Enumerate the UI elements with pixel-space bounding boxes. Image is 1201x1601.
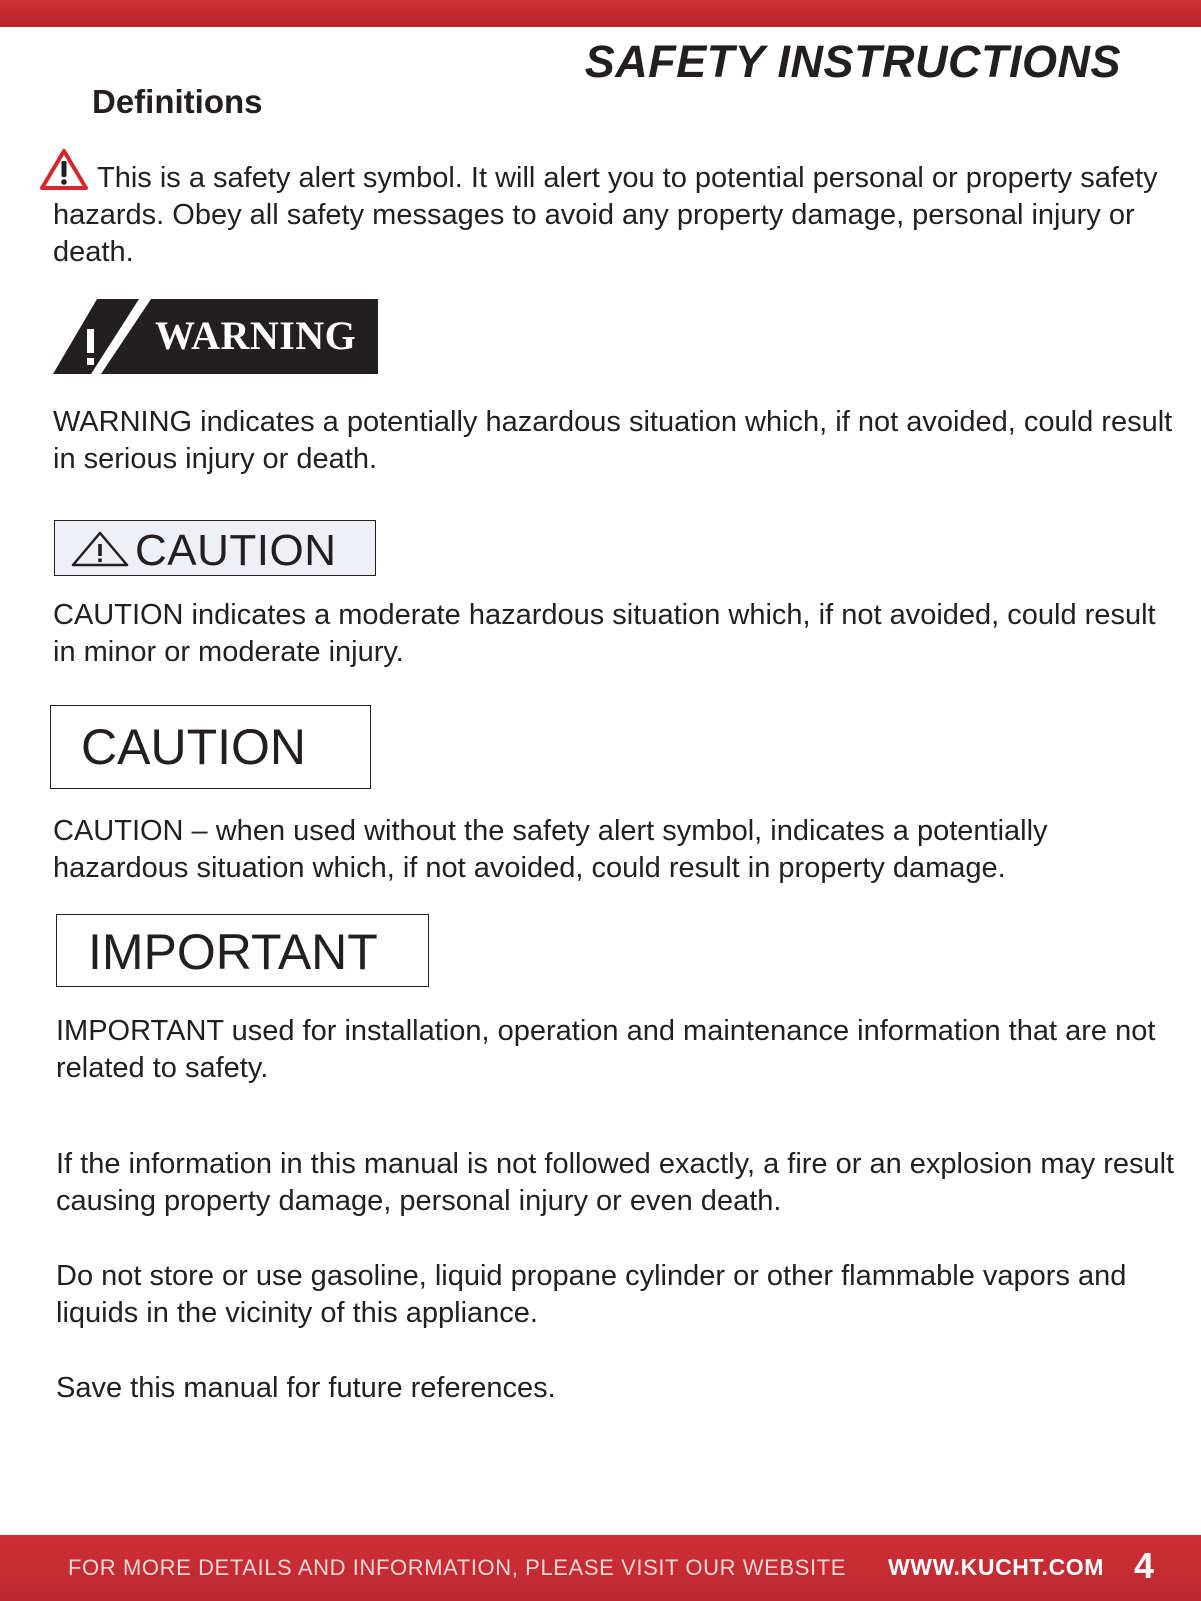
important-label-text: IMPORTANT <box>88 924 378 980</box>
caution-triangle-icon <box>71 531 129 567</box>
website-link[interactable]: WWW.KUCHT.COM <box>888 1554 1105 1580</box>
caution-plain-description: CAUTION – when used without the safety alert symbol, indicates a potentially hazardous situation which, if not avoided, could result in property damage. <box>53 815 1048 884</box>
save-manual-notice: Save this manual for future references. <box>56 1372 556 1404</box>
warning-label-text: WARNING <box>155 313 357 358</box>
caution-symbol-description: CAUTION indicates a moderate hazardous situation which, if not avoided, could result in minor or moderate injury. <box>53 599 1156 668</box>
safety-alert-description: This is a safety alert symbol. It will alert you to potential personal or property safety hazards. Obey all safety messages to avoid any property damage, personal injury or death. <box>53 162 1158 268</box>
caution-symbol-label-text: CAUTION <box>135 526 337 575</box>
flammables-notice: Do not store or use gasoline, liquid propane cylinder or other flammable vapors and liquids in the vicinity of this appliance. <box>56 1260 1127 1329</box>
footer-text: FOR MORE DETAILS AND INFORMATION, PLEASE VISIT OUR WEBSITE <box>68 1555 847 1580</box>
caution-symbol-label <box>54 520 376 576</box>
caution-plain-label <box>50 705 371 789</box>
important-description: IMPORTANT used for installation, operation and maintenance information that are not related to safety. <box>56 1015 1156 1084</box>
page-title: SAFETY INSTRUCTIONS <box>584 36 1121 87</box>
top-bar <box>0 0 1201 27</box>
caution-plain-label-text: CAUTION <box>81 719 306 775</box>
fire-explosion-notice: If the information in this manual is not followed exactly, a fire or an explosion may result causing property damage, personal injury or even death. <box>56 1148 1175 1217</box>
important-label <box>56 914 429 987</box>
warning-description: WARNING indicates a potentially hazardous situation which, if not avoided, could result in serious injury or death. <box>53 406 1173 475</box>
footer-bar <box>0 1535 1201 1601</box>
page-number: 4 <box>1134 1545 1155 1586</box>
definitions-heading: Definitions <box>92 83 263 120</box>
